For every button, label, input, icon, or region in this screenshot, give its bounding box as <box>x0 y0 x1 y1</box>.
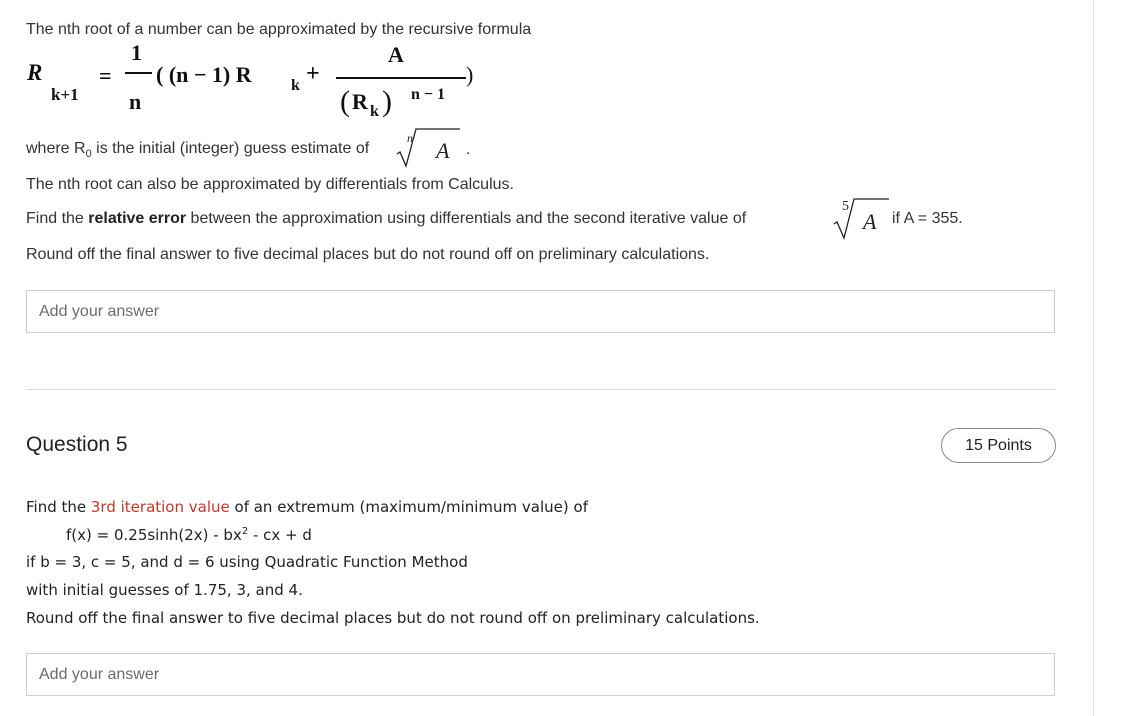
formula-r: R <box>27 60 43 85</box>
formula-coef-bar <box>125 72 152 74</box>
formula-inner: ( (n − 1) R <box>156 62 252 87</box>
q5-line4: with initial guesses of 1.75, 3, and 4. <box>26 581 303 599</box>
q4-answer-input[interactable] <box>26 290 1055 333</box>
formula-denominator-r: R <box>352 89 368 114</box>
q4-where-line <box>26 140 369 158</box>
q5-function-suffix: - cx + d <box>248 526 312 544</box>
q4-find-line <box>26 210 746 228</box>
find-bold: relative error <box>88 210 187 227</box>
q5-answer-input[interactable] <box>26 653 1055 696</box>
formula-denominator-close-paren: ) <box>382 85 392 118</box>
q5-title: Question 5 <box>26 433 128 456</box>
formula-plus: + <box>306 61 320 87</box>
q5-line1-prefix: Find the <box>26 498 91 516</box>
root-period: . <box>466 141 471 158</box>
q4-calculus-line: The nth root can also be approximated by differentials from Calculus. <box>26 176 514 193</box>
where-prefix: where R <box>26 140 86 157</box>
where-suffix: is the initial (integer) guess estimate of <box>91 140 370 157</box>
q5-function <box>66 526 312 544</box>
formula-close-paren: ) <box>466 62 474 87</box>
root-index: n <box>407 131 413 145</box>
radical-sign-icon <box>833 196 891 242</box>
formula-r-subscript: k+1 <box>51 85 79 104</box>
q5-line1 <box>26 498 588 516</box>
q4-round-line: Round off the final answer to five decimal places but do not round off on preliminary calculations. <box>26 246 710 263</box>
root2-radicand: A <box>863 209 877 234</box>
q5-function-exponent: 2 <box>241 526 249 537</box>
formula-denominator-exponent: n − 1 <box>411 86 446 103</box>
q5-line5: Round off the final answer to five decimal places but do not round off on preliminary calculations. <box>26 609 760 627</box>
formula-denominator-subscript: k <box>370 103 379 120</box>
q5-line1-highlight: 3rd iteration value <box>90 498 230 516</box>
formula-equals: = <box>99 63 112 88</box>
find-prefix: Find the <box>26 210 89 227</box>
formula-coef-denominator: n <box>129 89 142 114</box>
formula-denominator-open-paren: ( <box>340 85 350 118</box>
formula-frac-bar <box>336 77 466 79</box>
q5-line1-suffix: of an extremum (maximum/minimum value) of <box>229 498 588 516</box>
where-subscript: 0 <box>85 148 92 160</box>
q5-line3: if b = 3, c = 5, and d = 6 using Quadratic Function Method <box>26 553 468 571</box>
root2-index: 5 <box>842 199 849 214</box>
q4-intro: The nth root of a number can be approximated by the recursive formula <box>26 21 532 38</box>
find-suffix: between the approximation using differentials and the second iterative value of <box>186 210 747 227</box>
question-divider <box>26 389 1056 390</box>
right-edge-divider <box>1093 0 1094 716</box>
formula-frac-numerator: A <box>388 42 404 67</box>
q5-points-badge: 15 Points <box>941 428 1056 463</box>
radical-sign-icon <box>396 126 466 170</box>
formula-coef-numerator: 1 <box>131 40 142 65</box>
formula-inner-subscript: k <box>291 77 300 94</box>
root-radicand: A <box>436 138 450 163</box>
find-condition: if A = 355. <box>892 210 963 227</box>
q5-function-prefix: f(x) = 0.25sinh(2x) - bx <box>66 526 242 544</box>
